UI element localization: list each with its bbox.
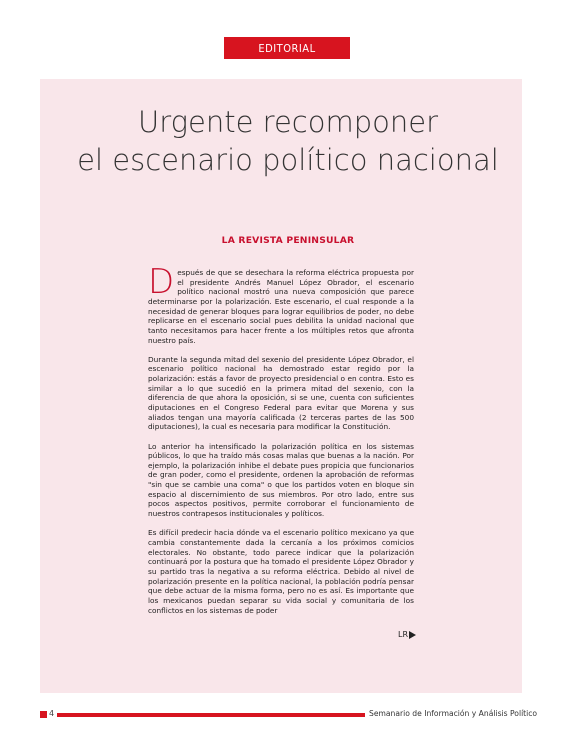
paragraph-4: Es difícil predecir hacia dónde va el escenario político mexicano ya que cambia constantemente dada la cercanía a los próximos comicios electorales. No obstante, todo parece indicar que la polarización continuará por la postura que ha tomado el presidente López Obrador y su partido tras la negativa a su reforma eléctrica. Debido al nivel de polarización presente en la política nacional, la población podría pensar que debe actuar de la misma forma, pero no es así. Es importante que los mexicanos puedan separar su vida social y comunitaria de los conflictos en los sistemas de poder [148,528,414,615]
paragraph-3: Lo anterior ha intensificado la polarización política en los sistemas públicos, lo que ha traído más cosas malas que buenas a la nación. Por ejemplo, la polarización inhibe el debate pues propicia que funcionarios de gran poder, como el presidente, ordenen la aprobación de reformas "sin que se cambie una coma" o que los partidos voten en bloque sin espacio al discernimiento de sus miembros. Por otro lado, entre sus pocos aspectos positivos, permite corroborar el funcionamiento de nuestros contrapesos institucionales y políticos. [148,441,414,519]
byline: LA REVISTA PENINSULAR [221,235,355,246]
publication-name: Semanario de Información y Análisis Político [369,709,538,718]
footer-rule [57,713,365,717]
drop-cap: D [148,262,175,302]
triangle-right-icon [409,631,416,639]
title-line-2: el escenario político nacional [77,143,499,177]
end-mark-text: LR [398,630,409,639]
page-number: 4 [49,709,55,718]
title-line-1: Urgente recomponer [137,105,439,139]
article-body [148,262,414,625]
paragraph-2: Durante la segunda mitad del sexenio del presidente López Obrador, el escenario político nacional ha demostrado estar regido por la polarización: estás a favor de proyecto presidencial o en contra. Esto es similar a lo que sucedió en la primera mitad del sexenio, con la diferencia de que ahora la oposición, si se une, cuenta con suficientes diputaciones en el Congreso Federal para evitar que Morena y sus aliados tengan una mayoría calificada (2 terceras partes de las 500 diputaciones), la cual es necesaria para modificar la Constitución. [148,354,414,432]
paragraph-1: Después de que se desechara la reforma eléctrica propuesta por el presidente Andrés Manuel López Obrador, el escenario político nacional mostró una nueva composición que parece determinarse por la polarización. Este escenario, el cual responde a la necesidad de generar bloques para lograr equilibrios de poder, no debe replicarse en el escenario social pues debilita la unidad nacional que tanto necesitamos para hacer frente a los múltiples retos que afronta nuestro país. [148,262,414,345]
section-label: EDITORIAL [224,37,350,59]
end-mark [398,630,416,639]
article-title [0,103,576,179]
footer-square-icon [40,711,47,718]
